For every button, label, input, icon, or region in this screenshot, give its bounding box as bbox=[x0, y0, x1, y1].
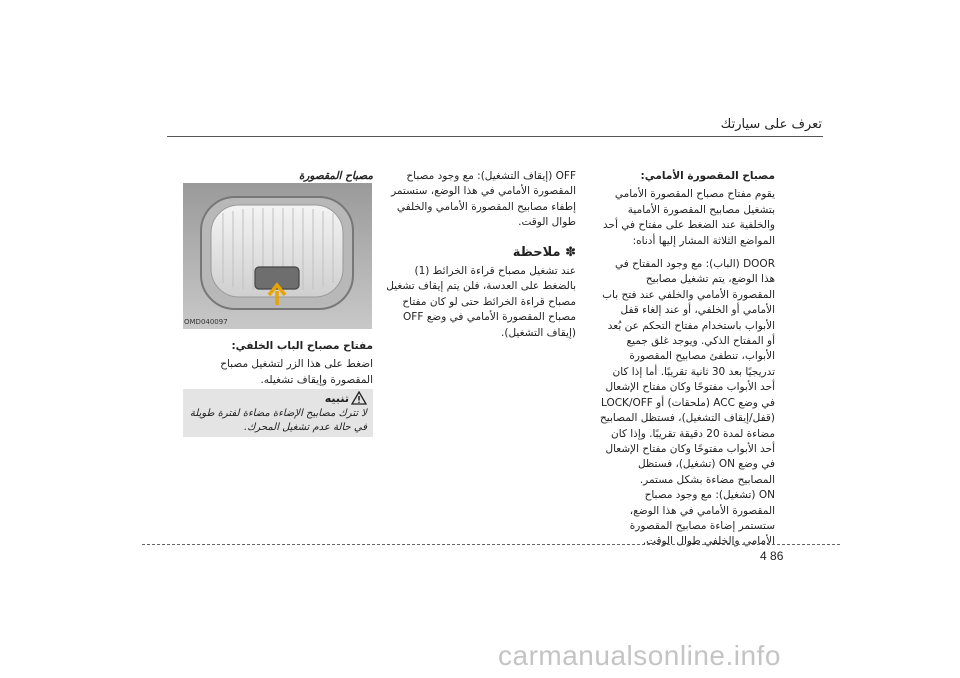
rear-door-switch-title: مفتاح مصباح الباب الخلفي: bbox=[231, 340, 373, 352]
on-mode-paragraph: ON (تشغيل): مع وجود مصباح المقصورة الأمامي في هذا الوضع، ستستمر إضاءة مصابيح المقصورة الأمامي والخلفي طوال الوقت. bbox=[629, 489, 775, 548]
note-title: ✽ ملاحظة bbox=[512, 244, 576, 260]
middle-column bbox=[386, 169, 576, 341]
warning-box bbox=[183, 389, 373, 437]
right-paragraph-1: يقوم مفتاح مصباح المقصورة الأمامي بتشغيل مصابيح المقصورة الأمامية والخلفية عند الضغط على مفتاح في أحد المواضع الثلاثة المشار إليها أدناه: bbox=[602, 188, 775, 247]
footer-divider bbox=[142, 544, 840, 545]
image-code: OMD040097 bbox=[184, 318, 228, 326]
chapter-number: 4 bbox=[760, 549, 767, 563]
warning-title: تنبيه bbox=[324, 392, 349, 405]
page-number bbox=[760, 549, 783, 563]
room-lamp-illustration bbox=[183, 183, 372, 329]
right-column bbox=[600, 169, 775, 550]
front-room-lamp-title: مصباح المقصورة الأمامي: bbox=[640, 170, 775, 182]
warning-triangle-icon bbox=[351, 391, 367, 405]
note-text: عند تشغيل مصباح قراءة الخرائط (1) بالضغط على العدسة، فلن يتم إيقاف تشغيل مصباح قراءة الخرائط حتى لو كان مفتاح مصباح المقصورة الأمامي في وضع OFF (إيقاف التشغيل). bbox=[386, 265, 576, 339]
rear-door-switch-text: اضغط على هذا الزر لتشغيل مصباح المقصورة وإيقاف تشغيله. bbox=[220, 358, 373, 386]
room-lamp-title: مصباح المقصورة bbox=[298, 170, 373, 182]
door-mode-paragraph: DOOR (الباب): مع وجود المفتاح في هذا الوضع، يتم تشغيل مصابيح المقصورة الأمامي والخلفي عند فتح باب الأمامي أو الخلفي، أو عند إلغاء قفل الأبواب باستخدام مفتاح التحكم عن بُعد أو المفتاح الذكي. ويوجد غلق جميع الأبواب، تنطفئ مصابيح المقصورة تدريجيًا بعد 30 ثانية تقريبًا. أما إذا كان أحد الأبواب مفتوحًا وكان مفتاح الإشعال في وضع ACC (ملحقات) أو LOCK/OFF (قفل/إيقاف التشغيل)، فستظل المصابيح مضاءة لمدة 20 دقيقة تقريبًا. وإذا كان أحد الأبواب مفتوحًا وكان مفتاح الإشعال في وضع ON (تشغيل)، فستظل المصابيح مضاءة بشكل مستمر. bbox=[600, 258, 775, 486]
caption-block bbox=[183, 339, 373, 388]
watermark-text: carmanualsonline.info bbox=[498, 640, 781, 671]
page-header-title: تعرف على سيارتك bbox=[720, 117, 822, 132]
page-number-value: 86 bbox=[770, 549, 784, 563]
warning-text: لا تترك مصابيح الإضاءة مضاءة لفترة طويلة في حالة عدم تشغيل المحرك. bbox=[189, 408, 367, 433]
room-lamp-photo bbox=[183, 183, 372, 329]
off-mode-paragraph: OFF (إيقاف التشغيل): مع وجود مصباح المقصورة الأمامي في هذا الوضع، ستستمر إطفاء مصابيح المقصورة الأمامي والخلفي طوال الوقت. bbox=[391, 170, 576, 229]
header-divider bbox=[167, 136, 823, 137]
